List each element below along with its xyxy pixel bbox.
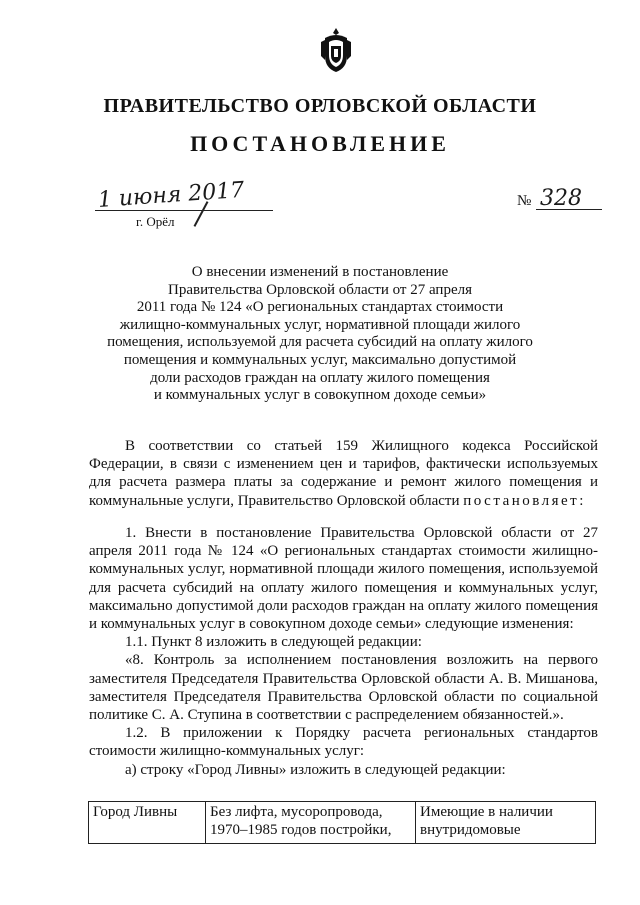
table-cell-city: Город Ливны [89,802,206,844]
table-cell-equipment: Имеющие в наличии внутридомовые [416,802,596,844]
subject-line: О внесении изменений в постановление [191,264,449,280]
document-subject [90,264,550,405]
document-type-title: ПОСТАНОВЛЕНИЕ [190,131,450,156]
item-1: 1. Внести в постановление Правительства Орловской области от 27 апреля 2011 года № 124 «О региональных стандартах стоимости жилищно-коммунальных услуг, нормативной площади жилого помещения, используемой для расчета субсидий на оплату жилого помещения и коммунальных услуг, максимально допустимой доли расходов граждан на оплату жилого помещения и коммунальных услуг в совокупном доходе семьи» следующие изменения: [89,525,598,633]
table-row [89,802,596,844]
subject-line: помещения, используемой для расчета субсидий на оплату жилого [107,334,533,351]
decree-word: постановляет: [463,492,586,509]
subject-line: и коммунальных услуг в совокупном доходе семьи» [153,387,487,404]
item-1-1: 1.1. Пункт 8 изложить в следующей редакции: [125,634,422,651]
number-underline [536,209,602,210]
item-a: а) строку «Город Ливны» изложить в следующей редакции: [125,761,506,778]
subject-line: доли расходов граждан на оплату жилого помещения [150,369,490,386]
tariff-table [88,801,596,844]
date-underline [95,210,273,211]
coat-of-arms-icon [319,26,353,74]
item-1-1-quote: «8. Контроль за исполнением постановления возложить на первого заместителя Председателя Правительства Орловской области А. В. Мишанова, заместителя Председателя Правительства Орловской области по социальной политике С. А. Ступина в соответствии с распределением обязанностей.». [89,652,598,724]
main-items [89,524,598,779]
government-name: ПРАВИТЕЛЬСТВО ОРЛОВСКОЙ ОБЛАСТИ [103,95,537,117]
table-cell-building-type: Без лифта, мусоропровода, 1970–1985 годов постройки, [206,802,416,844]
city-label: г. Орёл [136,214,175,229]
handwritten-date: 1 июня 2017 [97,177,246,213]
subject-line: жилищно-коммунальных услуг, нормативной площади жилого [119,316,521,333]
number-label: № [517,193,532,209]
handwritten-number: 328 [540,186,582,211]
preamble-paragraph [89,437,598,510]
preamble-text: В соответствии со статьей 159 Жилищного кодекса Российской Федерации, в связи с изменением цен и тарифов, фактически используемых для расчета размера платы за содержание и ремонт жилого помещения и коммунальные услуги, Правительство Орловской области [89,438,598,509]
subject-line: помещения и коммунальных услуг, максимально допустимой [123,351,517,368]
item-1-2: 1.2. В приложении к Порядку расчета региональных стандартов стоимости жилищно-коммунальных услуг: [89,725,598,760]
subject-line: Правительства Орловской области от 27 апреля [168,281,472,298]
subject-line: 2011 года № 124 «О региональных стандартах стоимости [136,299,504,316]
